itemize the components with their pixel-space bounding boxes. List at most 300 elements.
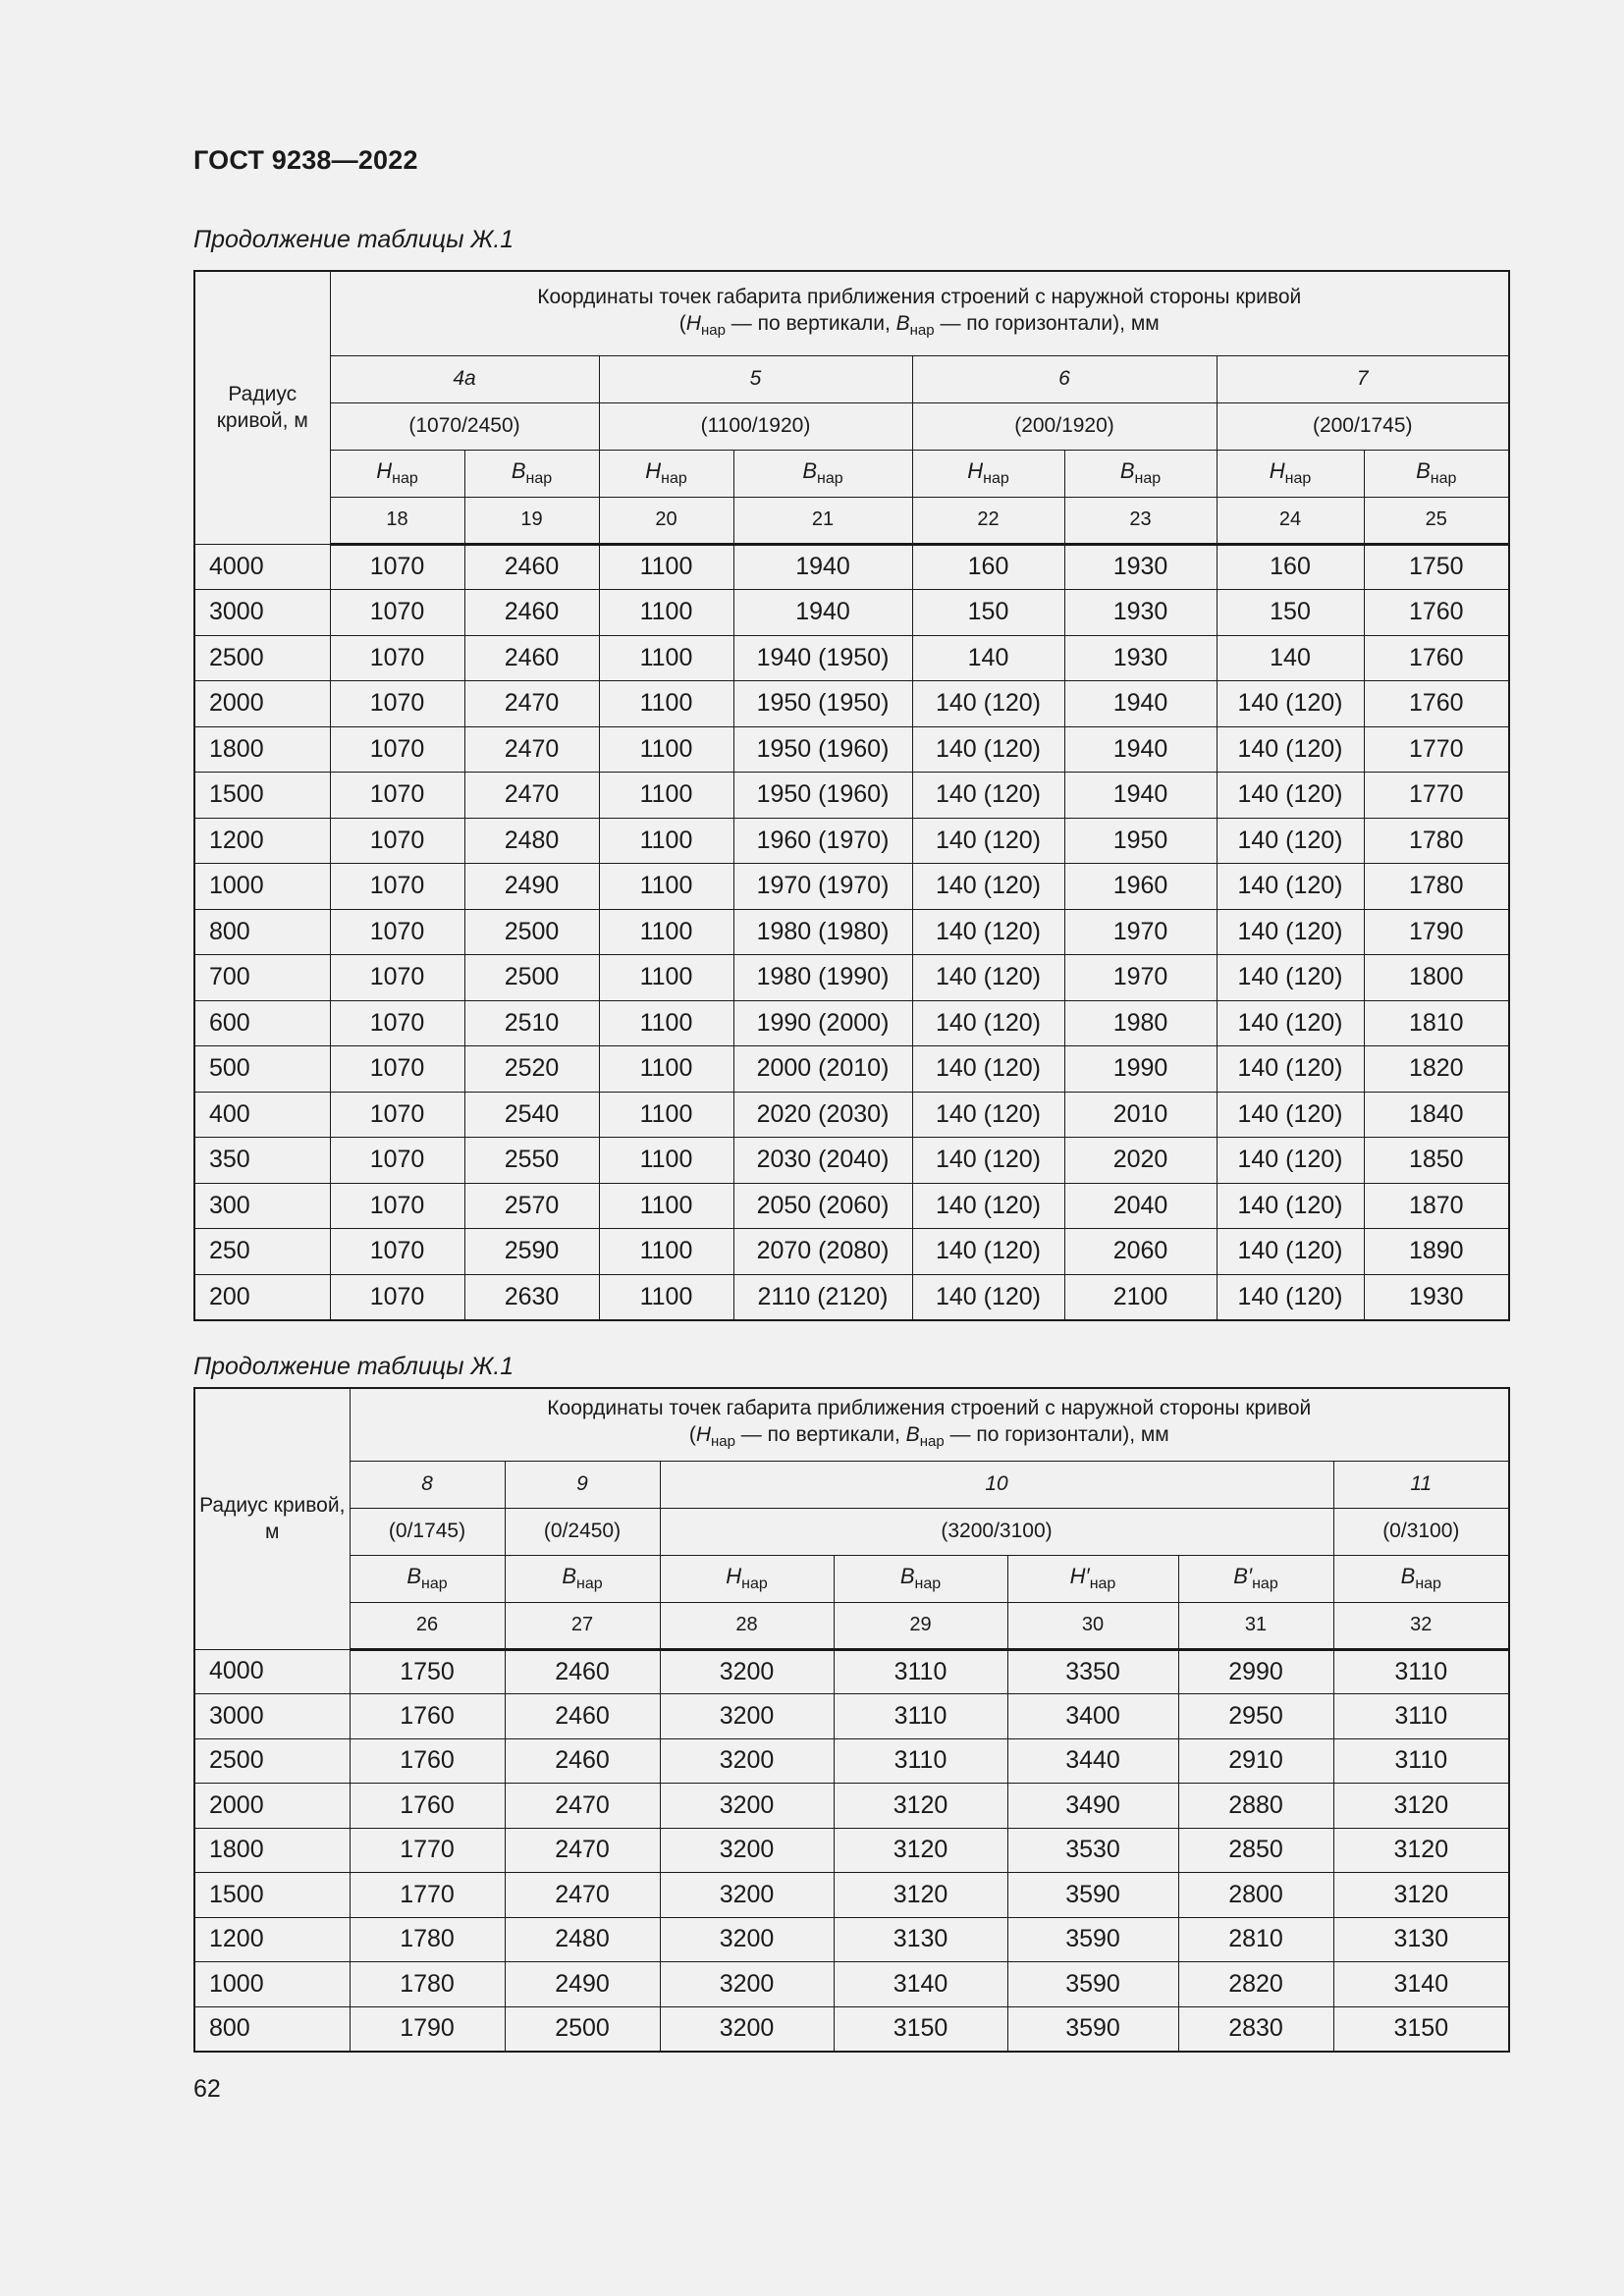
radius-cell: 2000 bbox=[194, 1784, 350, 1829]
table-cell: 1890 bbox=[1364, 1229, 1509, 1275]
table-cell: 1070 bbox=[330, 681, 464, 727]
table-cell: 1100 bbox=[599, 726, 733, 773]
table-cell: 2020 (2030) bbox=[733, 1092, 912, 1138]
table-cell: 140 (120) bbox=[912, 909, 1064, 955]
symbol-header bbox=[733, 450, 912, 497]
table-cell: 1760 bbox=[1364, 590, 1509, 636]
symbol-letter: B bbox=[1400, 1564, 1416, 1588]
group-number: 6 bbox=[912, 355, 1217, 402]
group-number: 11 bbox=[1333, 1461, 1509, 1508]
table-cell: 2100 bbox=[1064, 1274, 1217, 1320]
column-number: 20 bbox=[599, 497, 733, 544]
symbol-header bbox=[912, 450, 1064, 497]
radius-cell: 200 bbox=[194, 1274, 330, 1320]
table-cell: 2070 (2080) bbox=[733, 1229, 912, 1275]
table-cell: 160 bbox=[1217, 544, 1364, 590]
table-cell: 1980 (1980) bbox=[733, 909, 912, 955]
table-cell: 1070 bbox=[330, 955, 464, 1001]
table-row bbox=[194, 681, 1509, 727]
symbol-sub: нар bbox=[525, 470, 553, 487]
document-header: ГОСТ 9238—2022 bbox=[193, 145, 418, 175]
table-row bbox=[194, 1229, 1509, 1275]
table-cell: 2950 bbox=[1178, 1694, 1333, 1739]
symbol-header bbox=[1178, 1555, 1333, 1602]
table-cell: 1070 bbox=[330, 1274, 464, 1320]
group-coordinates: (1100/1920) bbox=[599, 402, 912, 450]
table-cell: 1770 bbox=[350, 1873, 505, 1918]
radius-cell: 250 bbox=[194, 1229, 330, 1275]
table2-caption: Продолжение таблицы Ж.1 bbox=[193, 1353, 514, 1380]
table-cell: 1100 bbox=[599, 864, 733, 910]
table-cell: 140 (120) bbox=[912, 726, 1064, 773]
table-cell: 1840 bbox=[1364, 1092, 1509, 1138]
symbol-letter: B bbox=[1119, 458, 1135, 483]
table-cell: 3590 bbox=[1007, 1873, 1178, 1918]
table-cell: 2460 bbox=[505, 1738, 660, 1784]
table-cell: 1100 bbox=[599, 544, 733, 590]
span-header-mid: — по вертикали, bbox=[734, 1422, 906, 1446]
table2 bbox=[193, 1387, 1510, 2053]
table-row bbox=[194, 1046, 1509, 1093]
span-header-b: B bbox=[895, 311, 910, 335]
table-cell: 3150 bbox=[834, 2006, 1007, 2052]
table-cell: 140 (120) bbox=[1217, 681, 1364, 727]
table-cell: 1780 bbox=[350, 1917, 505, 1962]
table-cell: 2000 (2010) bbox=[733, 1046, 912, 1093]
table-cell: 1070 bbox=[330, 1229, 464, 1275]
table-cell: 1960 (1970) bbox=[733, 818, 912, 864]
group-coordinates: (1070/2450) bbox=[330, 402, 599, 450]
table-cell: 3200 bbox=[660, 1873, 834, 1918]
table-cell: 160 bbox=[912, 544, 1064, 590]
radius-cell: 1200 bbox=[194, 818, 330, 864]
span-header-line1: Координаты точек габарита приближения строений с наружной стороны кривой bbox=[537, 285, 1302, 308]
table-cell: 140 (120) bbox=[912, 864, 1064, 910]
table-cell: 140 (120) bbox=[1217, 1000, 1364, 1046]
table-cell: 1940 bbox=[1064, 726, 1217, 773]
table-cell: 1780 bbox=[1364, 864, 1509, 910]
table-cell: 1810 bbox=[1364, 1000, 1509, 1046]
table-cell: 3530 bbox=[1007, 1828, 1178, 1873]
table-cell: 140 (120) bbox=[912, 1046, 1064, 1093]
table-cell: 1100 bbox=[599, 1183, 733, 1229]
symbol-letter: H bbox=[376, 458, 393, 483]
table-cell: 1800 bbox=[1364, 955, 1509, 1001]
table-cell: 1070 bbox=[330, 544, 464, 590]
table-cell: 3110 bbox=[1333, 1649, 1509, 1694]
table-cell: 2460 bbox=[505, 1694, 660, 1739]
table-cell: 140 (120) bbox=[1217, 864, 1364, 910]
table-cell: 2810 bbox=[1178, 1917, 1333, 1962]
radius-cell: 1800 bbox=[194, 726, 330, 773]
table-cell: 1100 bbox=[599, 1138, 733, 1184]
symbol-letter: B′ bbox=[1233, 1564, 1253, 1588]
table-cell: 3590 bbox=[1007, 1962, 1178, 2007]
symbol-header bbox=[599, 450, 733, 497]
table-row bbox=[194, 955, 1509, 1001]
table-cell: 3200 bbox=[660, 1694, 834, 1739]
table-cell: 2990 bbox=[1178, 1649, 1333, 1694]
span-header-end: — по горизонтали), мм bbox=[934, 311, 1160, 335]
group-number: 8 bbox=[350, 1461, 505, 1508]
table-cell: 3130 bbox=[834, 1917, 1007, 1962]
table-cell: 1750 bbox=[1364, 544, 1509, 590]
group-number: 9 bbox=[505, 1461, 660, 1508]
table-cell: 2490 bbox=[464, 864, 599, 910]
table-cell: 1950 (1960) bbox=[733, 726, 912, 773]
symbol-header bbox=[660, 1555, 834, 1602]
table-cell: 1940 (1950) bbox=[733, 635, 912, 681]
symbol-sub: нар bbox=[914, 1575, 942, 1592]
symbol-header bbox=[330, 450, 464, 497]
table-cell: 1100 bbox=[599, 818, 733, 864]
group-number: 4а bbox=[330, 355, 599, 402]
table-cell: 1770 bbox=[1364, 726, 1509, 773]
table-cell: 3200 bbox=[660, 1649, 834, 1694]
table-cell: 1070 bbox=[330, 1000, 464, 1046]
radius-cell: 300 bbox=[194, 1183, 330, 1229]
table-cell: 2910 bbox=[1178, 1738, 1333, 1784]
radius-cell: 4000 bbox=[194, 1649, 350, 1694]
table1-caption: Продолжение таблицы Ж.1 bbox=[193, 226, 514, 253]
table-cell: 1070 bbox=[330, 726, 464, 773]
table-cell: 3120 bbox=[1333, 1828, 1509, 1873]
column-number: 29 bbox=[834, 1602, 1007, 1649]
table-cell: 3490 bbox=[1007, 1784, 1178, 1829]
symbol-header bbox=[1364, 450, 1509, 497]
table-cell: 140 (120) bbox=[1217, 726, 1364, 773]
table-cell: 2470 bbox=[505, 1828, 660, 1873]
table-cell: 1070 bbox=[330, 1046, 464, 1093]
table-cell: 1930 bbox=[1064, 590, 1217, 636]
table-cell: 140 (120) bbox=[912, 1000, 1064, 1046]
table-cell: 150 bbox=[1217, 590, 1364, 636]
table-cell: 1100 bbox=[599, 1229, 733, 1275]
span-header-sub-b: нар bbox=[919, 1432, 945, 1450]
table-cell: 3350 bbox=[1007, 1649, 1178, 1694]
table-cell: 3110 bbox=[1333, 1738, 1509, 1784]
symbol-letter: B bbox=[802, 458, 818, 483]
table-cell: 2500 bbox=[505, 2006, 660, 2052]
table-cell: 2590 bbox=[464, 1229, 599, 1275]
table-cell: 3110 bbox=[834, 1738, 1007, 1784]
radius-cell: 500 bbox=[194, 1046, 330, 1093]
table-cell: 1950 (1960) bbox=[733, 773, 912, 819]
table-row bbox=[194, 1962, 1509, 2007]
group-number: 7 bbox=[1217, 355, 1509, 402]
symbol-header bbox=[1217, 450, 1364, 497]
column-number: 27 bbox=[505, 1602, 660, 1649]
span-header-end: — по горизонтали), мм bbox=[944, 1422, 1169, 1446]
table-cell: 140 (120) bbox=[1217, 1183, 1364, 1229]
table-cell: 1070 bbox=[330, 1092, 464, 1138]
table-cell: 3200 bbox=[660, 1962, 834, 2007]
table-cell: 2010 bbox=[1064, 1092, 1217, 1138]
table-cell: 1070 bbox=[330, 773, 464, 819]
radius-cell: 1800 bbox=[194, 1828, 350, 1873]
table-cell: 140 (120) bbox=[912, 955, 1064, 1001]
table-cell: 3120 bbox=[834, 1873, 1007, 1918]
column-number: 23 bbox=[1064, 497, 1217, 544]
radius-cell: 3000 bbox=[194, 590, 330, 636]
table-cell: 3110 bbox=[834, 1649, 1007, 1694]
table-cell: 140 (120) bbox=[1217, 955, 1364, 1001]
table-cell: 1980 (1990) bbox=[733, 955, 912, 1001]
table-cell: 1760 bbox=[350, 1784, 505, 1829]
table-cell: 2460 bbox=[464, 635, 599, 681]
table-row bbox=[194, 1183, 1509, 1229]
radius-header: Радиус кривой, м bbox=[194, 271, 330, 544]
table-cell: 1760 bbox=[350, 1694, 505, 1739]
table-cell: 1950 (1950) bbox=[733, 681, 912, 727]
column-number: 18 bbox=[330, 497, 464, 544]
table-cell: 1760 bbox=[1364, 635, 1509, 681]
table-cell: 2030 (2040) bbox=[733, 1138, 912, 1184]
table-cell: 3200 bbox=[660, 1784, 834, 1829]
table-cell: 2470 bbox=[464, 726, 599, 773]
column-number: 30 bbox=[1007, 1602, 1178, 1649]
table-cell: 140 (120) bbox=[1217, 818, 1364, 864]
table-cell: 1770 bbox=[1364, 773, 1509, 819]
span-header-b: B bbox=[905, 1422, 920, 1446]
symbol-letter: B bbox=[562, 1564, 577, 1588]
table-cell: 140 (120) bbox=[912, 1274, 1064, 1320]
table-cell: 1940 bbox=[733, 544, 912, 590]
table-cell: 1850 bbox=[1364, 1138, 1509, 1184]
table-cell: 2460 bbox=[464, 590, 599, 636]
table-cell: 3120 bbox=[1333, 1873, 1509, 1918]
table-cell: 1960 bbox=[1064, 864, 1217, 910]
table-cell: 1930 bbox=[1064, 544, 1217, 590]
symbol-letter: H bbox=[967, 458, 984, 483]
table-cell: 2490 bbox=[505, 1962, 660, 2007]
table-cell: 2570 bbox=[464, 1183, 599, 1229]
table-cell: 3150 bbox=[1333, 2006, 1509, 2052]
symbol-sub: нар bbox=[421, 1575, 448, 1592]
radius-cell: 600 bbox=[194, 1000, 330, 1046]
table-cell: 2050 (2060) bbox=[733, 1183, 912, 1229]
table-row bbox=[194, 1274, 1509, 1320]
table-cell: 2470 bbox=[464, 773, 599, 819]
symbol-sub: нар bbox=[1134, 470, 1162, 487]
column-number: 25 bbox=[1364, 497, 1509, 544]
table-cell: 2500 bbox=[464, 909, 599, 955]
column-number: 21 bbox=[733, 497, 912, 544]
table-cell: 1790 bbox=[1364, 909, 1509, 955]
table-cell: 1990 (2000) bbox=[733, 1000, 912, 1046]
table-cell: 140 (120) bbox=[912, 681, 1064, 727]
group-coordinates: (0/3100) bbox=[1333, 1508, 1509, 1555]
symbol-letter: H′ bbox=[1069, 1564, 1090, 1588]
table-cell: 2480 bbox=[464, 818, 599, 864]
table-cell: 2500 bbox=[464, 955, 599, 1001]
radius-cell: 3000 bbox=[194, 1694, 350, 1739]
table-cell: 1100 bbox=[599, 955, 733, 1001]
table-cell: 140 (120) bbox=[1217, 1092, 1364, 1138]
table-cell: 3130 bbox=[1333, 1917, 1509, 1962]
table-cell: 3400 bbox=[1007, 1694, 1178, 1739]
table-cell: 3590 bbox=[1007, 1917, 1178, 1962]
table-cell: 140 (120) bbox=[1217, 1274, 1364, 1320]
table-cell: 1070 bbox=[330, 818, 464, 864]
table-cell: 2820 bbox=[1178, 1962, 1333, 2007]
symbol-sub: нар bbox=[1252, 1575, 1278, 1592]
coordinates-span-header bbox=[330, 271, 1509, 355]
table-cell: 1750 bbox=[350, 1649, 505, 1694]
symbol-sub: нар bbox=[392, 470, 418, 487]
symbol-header bbox=[1333, 1555, 1509, 1602]
symbol-header bbox=[464, 450, 599, 497]
radius-cell: 2000 bbox=[194, 681, 330, 727]
group-number: 5 bbox=[599, 355, 912, 402]
symbol-header bbox=[505, 1555, 660, 1602]
table-row bbox=[194, 590, 1509, 636]
table-row bbox=[194, 1873, 1509, 1918]
radius-cell: 1000 bbox=[194, 864, 330, 910]
table-cell: 1930 bbox=[1064, 635, 1217, 681]
symbol-sub: нар bbox=[1415, 1575, 1441, 1592]
table-cell: 1970 bbox=[1064, 909, 1217, 955]
group-coordinates: (3200/3100) bbox=[660, 1508, 1333, 1555]
column-number: 28 bbox=[660, 1602, 834, 1649]
radius-cell: 800 bbox=[194, 909, 330, 955]
radius-cell: 2500 bbox=[194, 1738, 350, 1784]
table-cell: 1780 bbox=[350, 1962, 505, 2007]
table-row bbox=[194, 1828, 1509, 1873]
table-cell: 140 (120) bbox=[1217, 909, 1364, 955]
table-cell: 2060 bbox=[1064, 1229, 1217, 1275]
table-cell: 1070 bbox=[330, 635, 464, 681]
table-row bbox=[194, 1092, 1509, 1138]
radius-cell: 350 bbox=[194, 1138, 330, 1184]
table-cell: 140 (120) bbox=[912, 818, 1064, 864]
radius-cell: 2500 bbox=[194, 635, 330, 681]
symbol-letter: H bbox=[1269, 458, 1285, 483]
table-cell: 1870 bbox=[1364, 1183, 1509, 1229]
table-cell: 3140 bbox=[834, 1962, 1007, 2007]
span-header-sub-b: нар bbox=[909, 321, 935, 339]
table-cell: 2550 bbox=[464, 1138, 599, 1184]
table-cell: 1790 bbox=[350, 2006, 505, 2052]
table-cell: 2510 bbox=[464, 1000, 599, 1046]
table-row bbox=[194, 544, 1509, 590]
symbol-letter: H bbox=[645, 458, 662, 483]
table-cell: 3440 bbox=[1007, 1738, 1178, 1784]
table-cell: 2040 bbox=[1064, 1183, 1217, 1229]
table-cell: 140 (120) bbox=[912, 1138, 1064, 1184]
table-row bbox=[194, 1138, 1509, 1184]
table-cell: 3120 bbox=[834, 1828, 1007, 1873]
table-cell: 2470 bbox=[505, 1784, 660, 1829]
table-row bbox=[194, 1738, 1509, 1784]
table-cell: 2470 bbox=[505, 1873, 660, 1918]
symbol-sub: нар bbox=[1284, 470, 1312, 487]
table-cell: 1760 bbox=[1364, 681, 1509, 727]
table-cell: 3200 bbox=[660, 2006, 834, 2052]
column-number: 31 bbox=[1178, 1602, 1333, 1649]
table1-body bbox=[194, 544, 1509, 1320]
table-cell: 3120 bbox=[834, 1784, 1007, 1829]
table-cell: 1100 bbox=[599, 1000, 733, 1046]
group-coordinates: (0/2450) bbox=[505, 1508, 660, 1555]
table-cell: 1820 bbox=[1364, 1046, 1509, 1093]
column-number: 24 bbox=[1217, 497, 1364, 544]
table-cell: 1940 bbox=[733, 590, 912, 636]
table-cell: 2850 bbox=[1178, 1828, 1333, 1873]
table-cell: 2540 bbox=[464, 1092, 599, 1138]
table-cell: 3140 bbox=[1333, 1962, 1509, 2007]
table-row bbox=[194, 1917, 1509, 1962]
table-cell: 2110 (2120) bbox=[733, 1274, 912, 1320]
table-row bbox=[194, 635, 1509, 681]
table-cell: 3200 bbox=[660, 1917, 834, 1962]
coordinates-span-header bbox=[350, 1388, 1509, 1461]
table-cell: 150 bbox=[912, 590, 1064, 636]
table-cell: 140 (120) bbox=[1217, 1046, 1364, 1093]
table-cell: 140 (120) bbox=[912, 773, 1064, 819]
table-cell: 140 (120) bbox=[1217, 773, 1364, 819]
symbol-sub: нар bbox=[576, 1575, 603, 1592]
radius-cell: 1500 bbox=[194, 1873, 350, 1918]
symbol-letter: B bbox=[1416, 458, 1431, 483]
table-cell: 140 (120) bbox=[912, 1092, 1064, 1138]
symbol-sub: нар bbox=[983, 470, 1009, 487]
group-number: 10 bbox=[660, 1461, 1333, 1508]
table-cell: 2480 bbox=[505, 1917, 660, 1962]
table-cell: 1070 bbox=[330, 864, 464, 910]
radius-cell: 700 bbox=[194, 955, 330, 1001]
group-coordinates: (200/1745) bbox=[1217, 402, 1509, 450]
symbol-sub: нар bbox=[741, 1575, 768, 1592]
symbol-sub: нар bbox=[817, 470, 843, 487]
table-cell: 1970 (1970) bbox=[733, 864, 912, 910]
radius-cell: 1000 bbox=[194, 1962, 350, 2007]
symbol-header bbox=[350, 1555, 505, 1602]
table-cell: 1100 bbox=[599, 1046, 733, 1093]
table-cell: 140 (120) bbox=[1217, 1229, 1364, 1275]
span-header-h: H bbox=[685, 311, 701, 335]
table-cell: 2460 bbox=[464, 544, 599, 590]
table-cell: 2520 bbox=[464, 1046, 599, 1093]
table-row bbox=[194, 818, 1509, 864]
table-cell: 3590 bbox=[1007, 2006, 1178, 2052]
table-cell: 3200 bbox=[660, 1828, 834, 1873]
table-cell: 2800 bbox=[1178, 1873, 1333, 1918]
table-cell: 1970 bbox=[1064, 955, 1217, 1001]
table-cell: 1070 bbox=[330, 1138, 464, 1184]
symbol-sub: нар bbox=[1089, 1575, 1116, 1592]
table-row bbox=[194, 1694, 1509, 1739]
table-row bbox=[194, 1649, 1509, 1694]
column-number: 32 bbox=[1333, 1602, 1509, 1649]
table-cell: 3110 bbox=[1333, 1694, 1509, 1739]
table-cell: 2630 bbox=[464, 1274, 599, 1320]
table-cell: 1940 bbox=[1064, 773, 1217, 819]
table-cell: 1070 bbox=[330, 1183, 464, 1229]
table-cell: 3110 bbox=[834, 1694, 1007, 1739]
span-header-sub-h: нар bbox=[711, 1432, 735, 1450]
radius-cell: 800 bbox=[194, 2006, 350, 2052]
span-header-paren: ( bbox=[678, 311, 686, 335]
symbol-sub: нар bbox=[661, 470, 687, 487]
table-cell: 1070 bbox=[330, 909, 464, 955]
symbol-header bbox=[1007, 1555, 1178, 1602]
column-number: 22 bbox=[912, 497, 1064, 544]
table-cell: 140 (120) bbox=[912, 1229, 1064, 1275]
table-cell: 1100 bbox=[599, 590, 733, 636]
table-cell: 2470 bbox=[464, 681, 599, 727]
table-cell: 1100 bbox=[599, 635, 733, 681]
